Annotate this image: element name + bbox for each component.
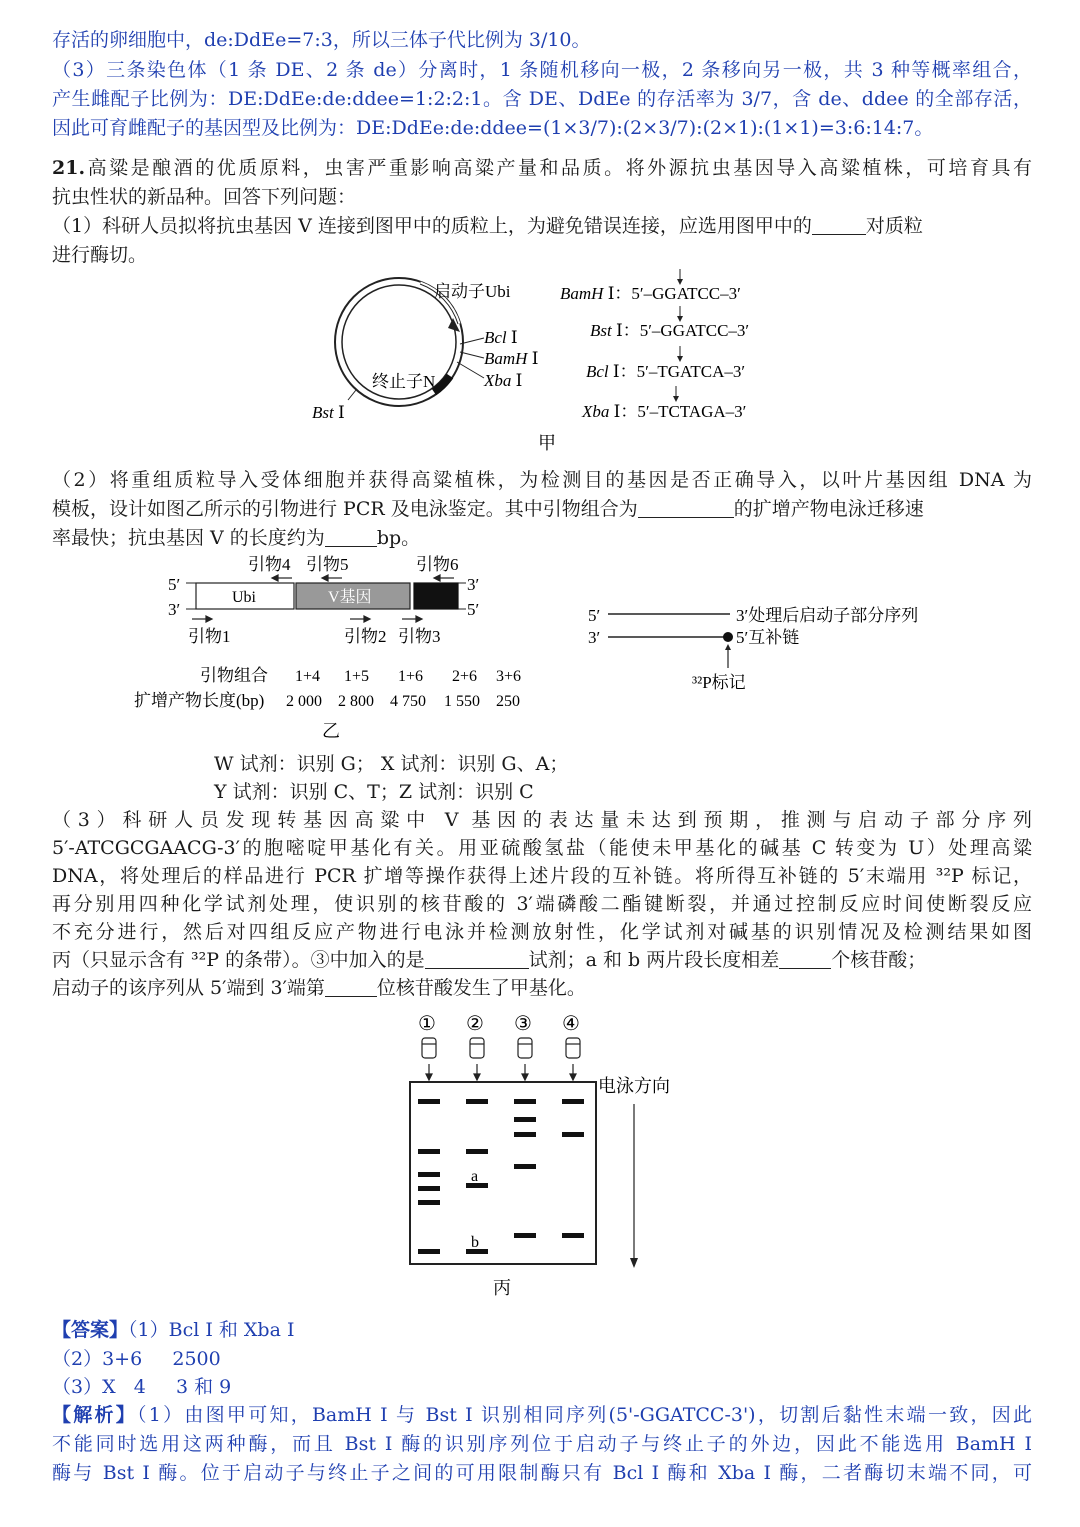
table-row-label: 引物组合 [200,666,268,685]
bcl-site-label: Bcl Ⅰ [484,328,518,347]
question-part-3-line: 5′-ATCGCGAACG-3′的胞嘧啶甲基化有关。用亚硫酸氢盐（能使未甲基化的碱基 C 转变为 U）处理高粱 [52,837,1032,859]
question-text: 模板，设计如图乙所示的引物进行 PCR 及电泳鉴定。其中引物组合为 [52,498,638,520]
answer-blank [779,948,831,969]
answer-tag: 【答案】 [52,1319,129,1341]
question-part-1-line [52,212,1032,240]
figure-bing-caption: 丙 [493,1278,511,1298]
lane-number: ① [418,1013,436,1035]
primer-combo: 2+6 [452,668,478,685]
question-part-3-line [52,946,1032,974]
band [514,1117,536,1122]
p32-marker-dot [723,632,733,642]
band [466,1099,488,1104]
prev-answer-line: 产生雌配子比例为：DE:DdEe:de:ddee=1:2:2:1。含 DE、DdEe 的存活率为 3/7，含 de、ddee 的全部存活， [52,88,1032,110]
question-text: 试剂；a 和 b 两片段长度相差 [528,949,780,971]
enzyme-table [560,269,749,421]
band [514,1099,536,1104]
marker-arrowhead [725,644,731,650]
analysis-line: 不能同时选用这两种酶，而且 Bst I 酶的识别序列位于启动子与终止子的外边，因此不能选用 BamH I [52,1433,1032,1455]
answer-blank [325,526,377,547]
prev-answer-line: （3）三条染色体（1 条 DE、2 条 de）分离时，1 条随机移向一极，2 条移向另一极，共 3 种等概率组合， [52,59,1032,81]
band [418,1099,440,1104]
enzyme-row: Xba Ⅰ：5′–TCTAGA–3′ [582,402,747,421]
question-part-3-line [52,974,1032,1002]
band [514,1132,536,1137]
answer-blank [638,497,734,518]
figure-strand-label [580,600,980,700]
ubi-label: Ubi [232,589,256,606]
five-prime-label: 5′ [588,606,601,625]
five-prime-label: 5′ [168,575,181,594]
question-part-3-line: 不充分进行，然后对四组反应产物进行电泳并检测放射性，化学试剂对碱基的识别情况及检测结果如图 [52,921,1032,943]
product-length: 4 750 [390,693,426,710]
band [562,1233,584,1238]
figure-yi-primers [130,550,550,745]
lane-number: ② [466,1013,484,1035]
band [418,1149,440,1154]
answer-blank [325,976,377,997]
question-text: 的扩增产物电泳迁移速 [733,498,924,520]
direction-label: 电泳方向 [598,1076,670,1096]
analysis-line [52,1401,1032,1429]
lane-number: ③ [514,1013,532,1035]
question-part-3-line: （3）科研人员发现转基因高粱中 V 基因的表达量未达到预期，推测与启动子部分序列 [52,809,1032,831]
xba-site-label: Xba Ⅰ [484,371,523,390]
tubes [422,1038,580,1058]
prev-answer-line: 存活的卵细胞中，de:DdEe=7:3，所以三体子代比例为 3/10。 [52,29,591,51]
question-text: 位核苷酸发生了甲基化。 [376,977,586,999]
promoter-label: 启动子Ubi [434,282,511,301]
load-arrows [426,1064,576,1080]
lane-number: ④ [562,1013,580,1035]
figure-yi-caption: 乙 [322,721,340,741]
figure-bing-gel [400,1004,700,1304]
answer-line [52,1316,1032,1344]
primer2-label: 引物2 [344,627,387,646]
analysis-tag: 【解析】 [52,1404,138,1426]
product-length: 250 [496,693,520,710]
primer-arrows-top [272,575,454,581]
bst-site-label: Bst Ⅰ [312,403,345,422]
band-a-label: a [471,1168,479,1185]
band [418,1172,440,1177]
answer-line: （2）3+6 2500 [52,1348,221,1370]
primer-combo: 3+6 [496,668,522,685]
question-text: 对质粒 [865,215,923,237]
question-text: 丙（只显示含有 ³²P 的条带）。③中加入的是 [52,949,425,971]
product-length: 1 550 [444,693,480,710]
product-length: 2 000 [286,693,322,710]
three-prime-label: 3′ [588,628,601,647]
bamh-site-label: BamH Ⅰ [484,349,539,368]
question-intro-line: 抗虫性状的新品种。回答下列问题： [52,186,357,208]
band [514,1164,536,1169]
answer-text: （1）Bcl I 和 Xba I [128,1319,295,1341]
figure-jia-plasmid [300,266,780,466]
terminator-label: 终止子N [372,372,436,391]
gel-bands [418,1099,584,1254]
table-row-label: 扩增产物长度(bp) [134,691,265,710]
question-number: 21. [52,157,86,179]
primer-combo: 1+6 [398,668,424,685]
primer3-label: 引物3 [398,627,441,646]
xba-leader [457,362,484,378]
band [514,1233,536,1238]
band [418,1249,440,1254]
question-text: （1）科研人员拟将抗虫基因 V 连接到图甲中的质粒上，为避免错误连接，应选用图甲中的 [52,215,812,237]
question-text: bp。 [376,527,421,549]
enzyme-row: BamH Ⅰ：5′–GGATCC–3′ [560,284,741,303]
question-intro-text: 高粱是酿酒的优质原料，虫害严重影响高粱产量和品质。将外源抗虫基因导入高粱植株，可培育具有 [85,157,1032,179]
band-b-label: b [471,1234,479,1251]
figure-jia-caption: 甲 [538,433,556,453]
three-prime-label: 3′ [467,575,480,594]
question-text: 启动子的该序列从 5′端到 3′端第 [52,977,325,999]
v-gene-label: V基因 [328,589,372,606]
enzyme-row: Bcl Ⅰ：5′–TGATCA–3′ [586,362,746,381]
treated-strand-label: 3′处理后启动子部分序列 [736,606,919,625]
prev-answer-line: 因此可育雌配子的基因型及比例为：DE:DdEe:de:ddee=(1×3/7):(2×3/7):(2×1):(1×1)=3:6:14:7。 [52,117,934,139]
question-part-2-line [52,495,1032,523]
question-part-3-line: DNA，将处理后的样品进行 PCR 扩增等操作获得上述片段的互补链。将所得互补链的 5′末端用 ³²P 标记， [52,865,1032,887]
enzyme-row: Bst Ⅰ：5′–GGATCC–3′ [590,321,750,340]
terminator-segment [414,583,458,609]
p32-marker-label: ³²P标记 [692,673,746,692]
analysis-line: 酶与 Bst I 酶。位于启动子与终止子之间的可用限制酶只有 Bcl I 酶和 Xba I 酶，二者酶切末端不同，可 [52,1462,1032,1484]
complement-strand-label: 5′互补链 [736,628,800,647]
primer6-label: 引物6 [416,555,459,574]
reagent-line: W 试剂：识别 G； X 试剂：识别 G、A； [214,753,569,775]
question-part-1-line: 进行酶切。 [52,244,148,266]
question-part-2-line [52,524,1032,552]
question-part-3-line: 再分别用四种化学试剂处理，使识别的核苷酸的 3′端磷酸二酯键断裂，并通过控制反应时间使断裂反应 [52,893,1032,915]
band [562,1132,584,1137]
three-prime-label: 3′ [168,600,181,619]
product-length: 2 800 [338,693,374,710]
answer-blank [812,214,866,235]
five-prime-label: 5′ [467,600,480,619]
primer1-label: 引物1 [188,627,231,646]
primer-arrows-bottom [192,616,422,622]
bamh-leader [460,352,484,358]
answer-blank [425,948,529,969]
analysis-text: （1）由图甲可知，BamH I 与 Bst I 识别相同序列(5'-GGATCC-3')，切割后黏性末端一致，因此 [137,1404,1032,1426]
primer-combo: 1+4 [295,668,321,685]
band [562,1099,584,1104]
band [418,1186,440,1191]
direction-arrowhead [630,1258,638,1268]
primer4-label: 引物4 [248,555,291,574]
reagent-line: Y 试剂：识别 C、T；Z 试剂：识别 C [214,781,534,803]
question-intro-line [52,154,1032,182]
question-part-2-line: （2）将重组质粒导入受体细胞并获得高粱植株，为检测目的基因是否正确导入，以叶片基因组 DNA 为 [52,469,1032,491]
band [418,1200,440,1205]
primer5-label: 引物5 [306,555,349,574]
band [466,1149,488,1154]
bst-leader [348,390,356,400]
question-text: 率最快；抗虫基因 V 的长度约为 [52,527,325,549]
question-text: 个核苷酸； [831,949,927,971]
primer-combo: 1+5 [344,668,370,685]
answer-line: （3）X 4 3 和 9 [52,1376,232,1398]
